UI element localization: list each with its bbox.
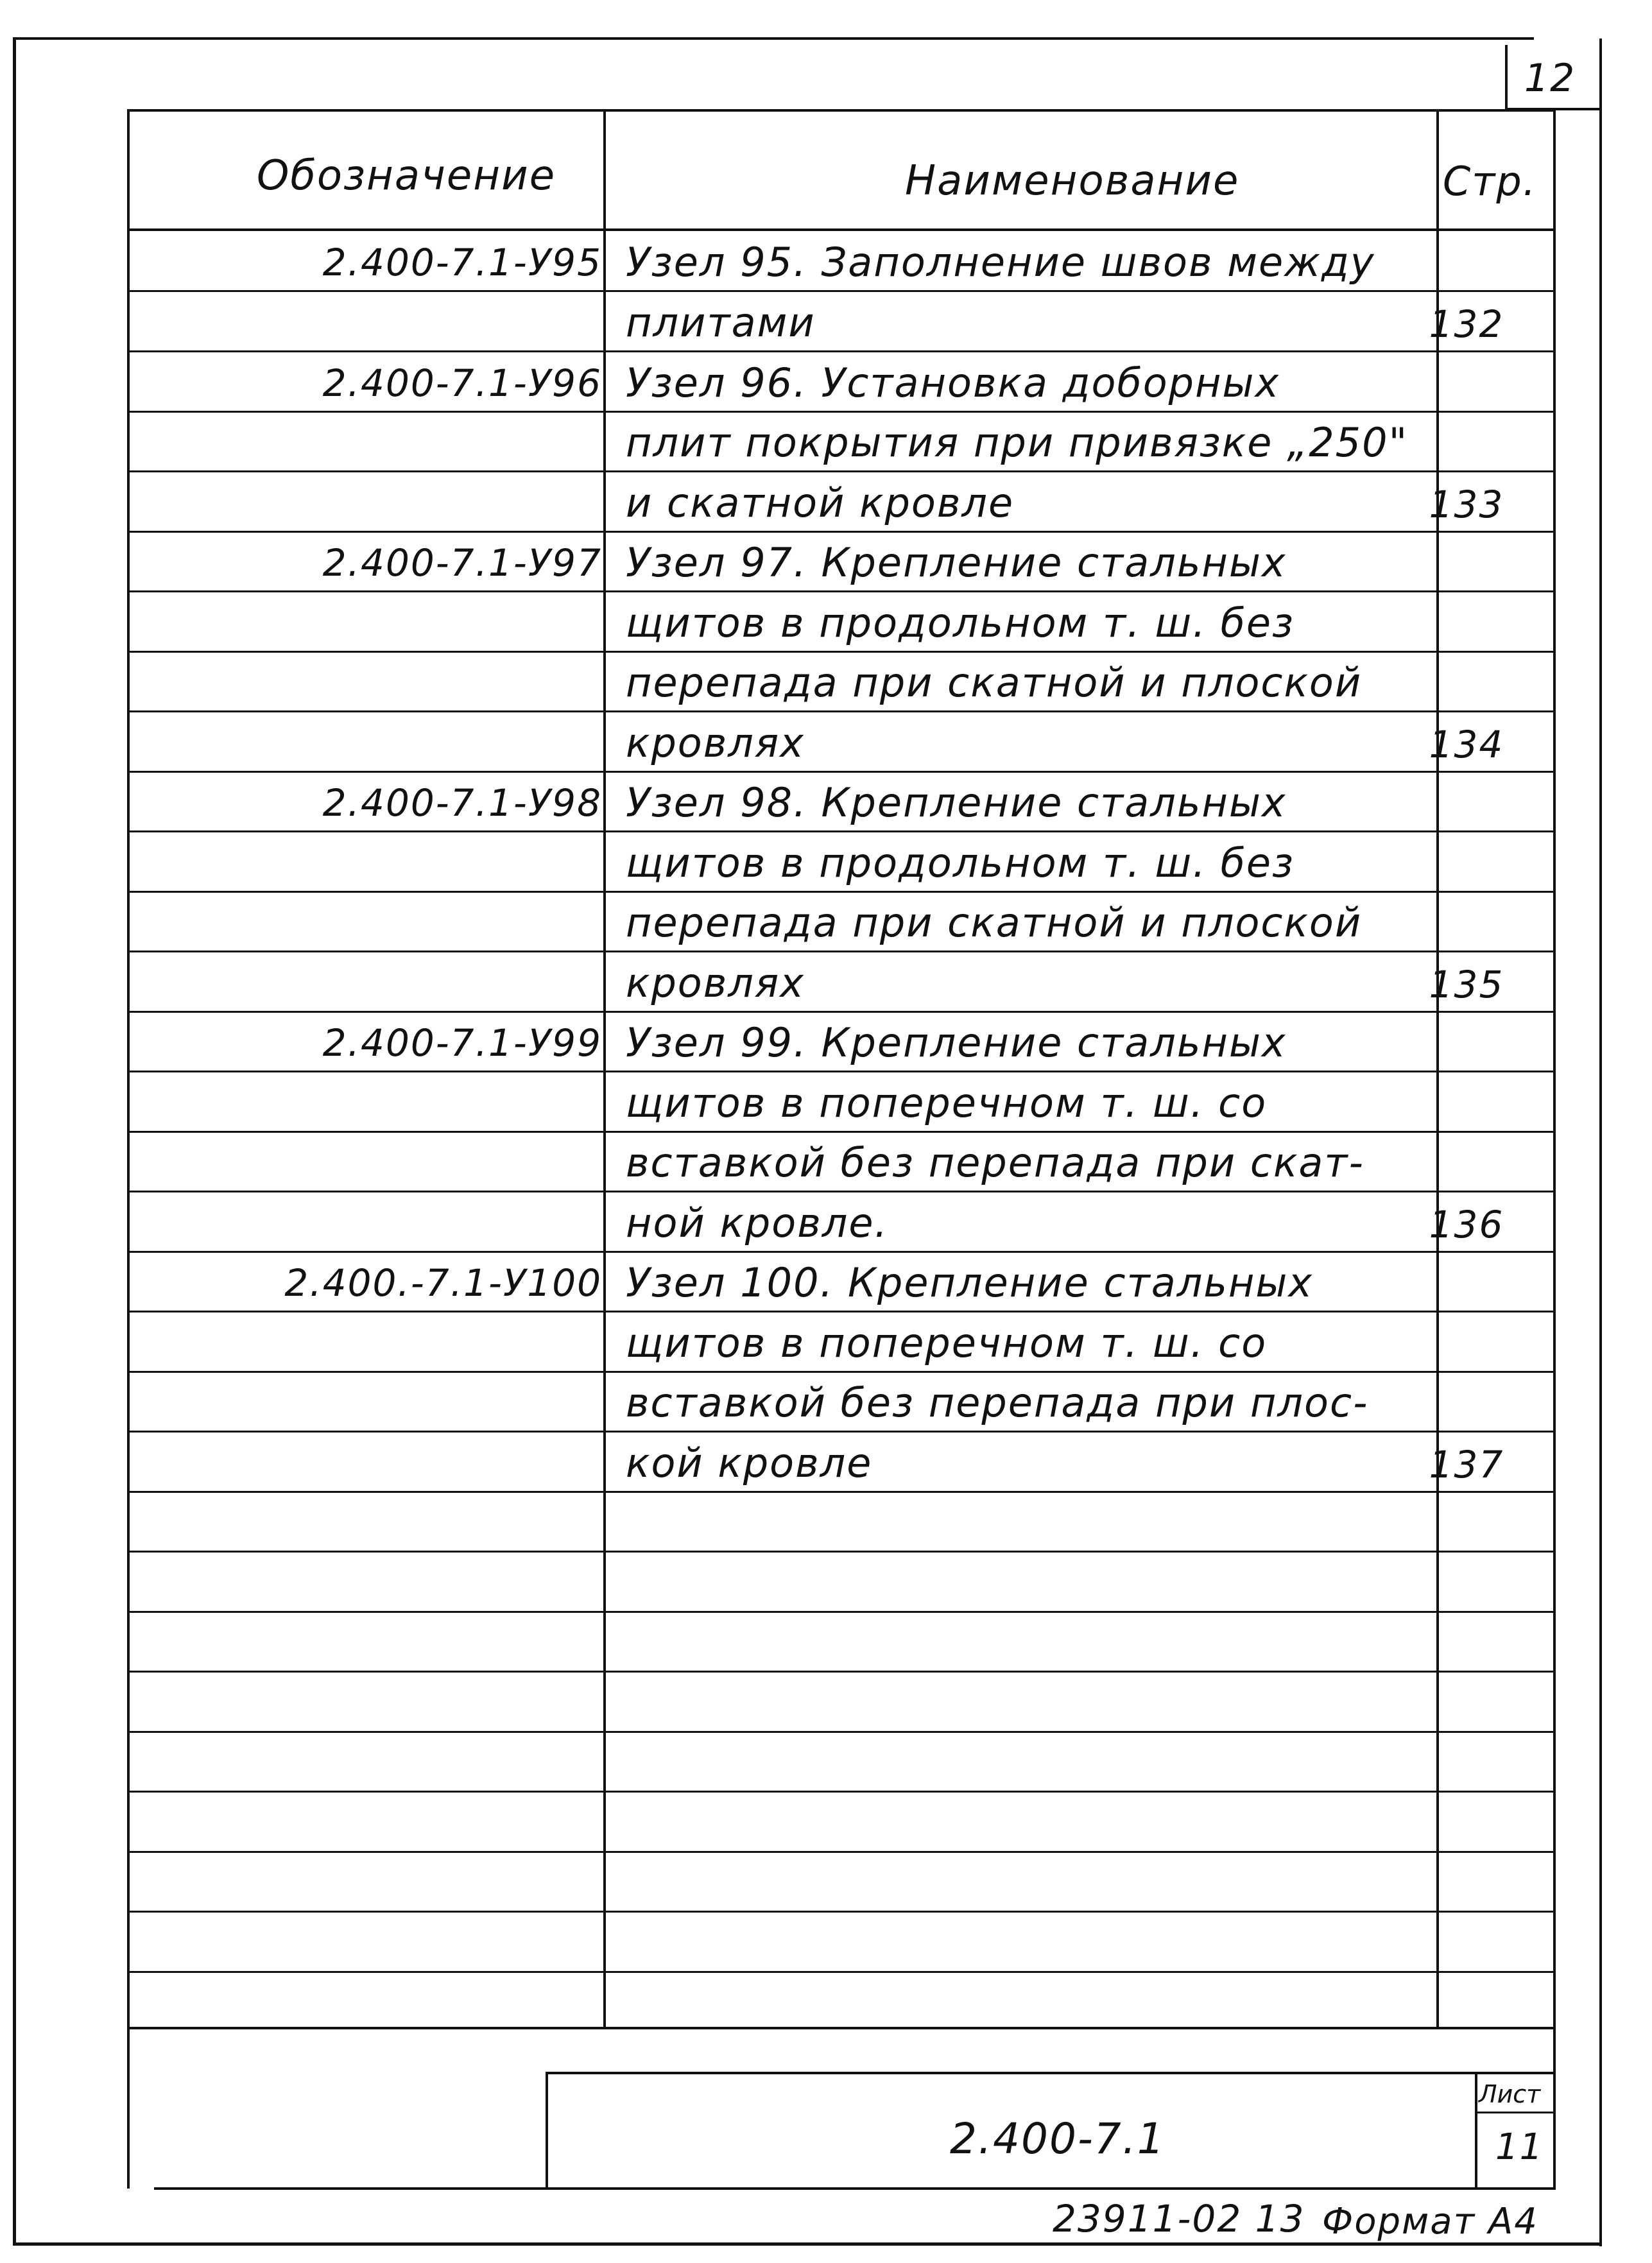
row-9-name: Узел 98. Крепление стальных <box>626 779 1287 826</box>
row-line <box>127 531 1556 533</box>
row-20-page: 137 <box>1429 1443 1504 1486</box>
row-5-code: 2.400-7.1-У97 <box>322 541 602 585</box>
row-8-page: 134 <box>1429 723 1504 766</box>
row-2-name: Узел 96. Установка доборных <box>626 359 1280 406</box>
sheet-number: 11 <box>1495 2126 1544 2168</box>
row-17-name: Узел 100. Крепление стальных <box>626 1259 1314 1306</box>
row-4-page: 133 <box>1429 483 1504 526</box>
left-border-line <box>13 37 16 2245</box>
title-block-left-line <box>546 2072 548 2189</box>
sheet-label: Лист <box>1479 2080 1541 2108</box>
row-8-name: кровлях <box>626 719 805 766</box>
header-name: Наименование <box>905 157 1240 205</box>
row-line <box>127 1671 1556 1673</box>
row-14-name: щитов в поперечном т. ш. со <box>626 1080 1268 1126</box>
row-line <box>127 771 1556 773</box>
row-line <box>127 710 1556 712</box>
row-line <box>127 891 1556 893</box>
bottom-border-line <box>13 2242 1602 2246</box>
header-bottom-line <box>127 228 1556 231</box>
row-13-code: 2.400-7.1-У99 <box>322 1021 602 1065</box>
row-line <box>127 830 1556 832</box>
row-line <box>127 1251 1556 1253</box>
row-12-name: кровлях <box>626 959 805 1006</box>
row-0-code: 2.400-7.1-У95 <box>322 241 602 284</box>
row-1-page: 132 <box>1429 302 1504 346</box>
table-left-line <box>127 109 130 2189</box>
row-18-name: щитов в поперечном т. ш. со <box>626 1320 1268 1366</box>
format-label: Формат А4 <box>1322 2201 1538 2242</box>
row-line <box>127 1311 1556 1312</box>
row-line <box>127 1851 1556 1853</box>
row-line <box>127 1071 1556 1072</box>
row-9-code: 2.400-7.1-У98 <box>322 781 602 825</box>
row-1-name: плитами <box>626 299 816 346</box>
corner-box-left-line <box>1505 45 1508 109</box>
row-line <box>127 350 1556 352</box>
table-col2-line <box>1436 109 1439 2028</box>
title-block-sheet-line <box>1475 2112 1556 2113</box>
row-line <box>127 1731 1556 1733</box>
row-16-name: ной кровле. <box>626 1200 889 1246</box>
row-line <box>127 290 1556 292</box>
row-line <box>127 1491 1556 1493</box>
row-6-name: щитов в продольном т. ш. без <box>626 599 1295 646</box>
row-16-page: 136 <box>1429 1203 1504 1246</box>
row-line <box>127 1911 1556 1913</box>
row-line <box>127 1131 1556 1133</box>
sheet-corner-number: 12 <box>1524 56 1576 101</box>
row-5-name: Узел 97. Крепление стальных <box>626 539 1287 586</box>
row-line <box>127 1431 1556 1433</box>
top-border-line <box>13 37 1534 40</box>
row-15-name: вставкой без перепада при скат- <box>626 1139 1364 1186</box>
document-code: 2.400-7.1 <box>950 2114 1166 2164</box>
table-top-line <box>127 109 1556 112</box>
row-line <box>127 1011 1556 1013</box>
row-12-page: 135 <box>1429 963 1504 1006</box>
title-block-top-line <box>546 2072 1556 2074</box>
table-right-line <box>1553 109 1556 2189</box>
row-line <box>127 590 1556 592</box>
row-line <box>127 1971 1556 1973</box>
row-line <box>127 1611 1556 1613</box>
row-line <box>127 1551 1556 1553</box>
row-3-name: плит покрытия при привязке „250" <box>626 419 1409 466</box>
table-col1-line <box>603 109 606 2028</box>
row-10-name: щитов в продольном т. ш. без <box>626 839 1295 886</box>
title-block-bottom-line <box>154 2187 1556 2190</box>
row-line <box>127 651 1556 653</box>
row-11-name: перепада при скатной и плоской <box>626 899 1363 946</box>
header-page: Стр. <box>1443 158 1537 205</box>
row-2-code: 2.400-7.1-У96 <box>322 361 602 405</box>
row-line <box>127 951 1556 952</box>
row-0-name: Узел 95. Заполнение швов между <box>626 239 1375 286</box>
row-line <box>127 1191 1556 1192</box>
row-13-name: Узел 99. Крепление стальных <box>626 1019 1287 1066</box>
table-body-bottom-line <box>127 2027 1556 2029</box>
row-line <box>127 1791 1556 1793</box>
archive-number: 23911-02 13 <box>1053 2197 1305 2241</box>
row-19-name: вставкой без перепада при плос- <box>626 1379 1369 1426</box>
row-4-name: и скатной кровле <box>626 479 1015 526</box>
row-line <box>127 411 1556 413</box>
row-17-code: 2.400.-7.1-У100 <box>284 1261 602 1305</box>
header-designation: Обозначение <box>257 152 556 200</box>
row-line <box>127 1371 1556 1373</box>
right-border-line <box>1599 39 1602 2246</box>
title-block-divider-line <box>1475 2072 1477 2189</box>
row-7-name: перепада при скатной и плоской <box>626 659 1363 706</box>
row-line <box>127 470 1556 472</box>
row-20-name: кой кровле <box>626 1440 873 1486</box>
